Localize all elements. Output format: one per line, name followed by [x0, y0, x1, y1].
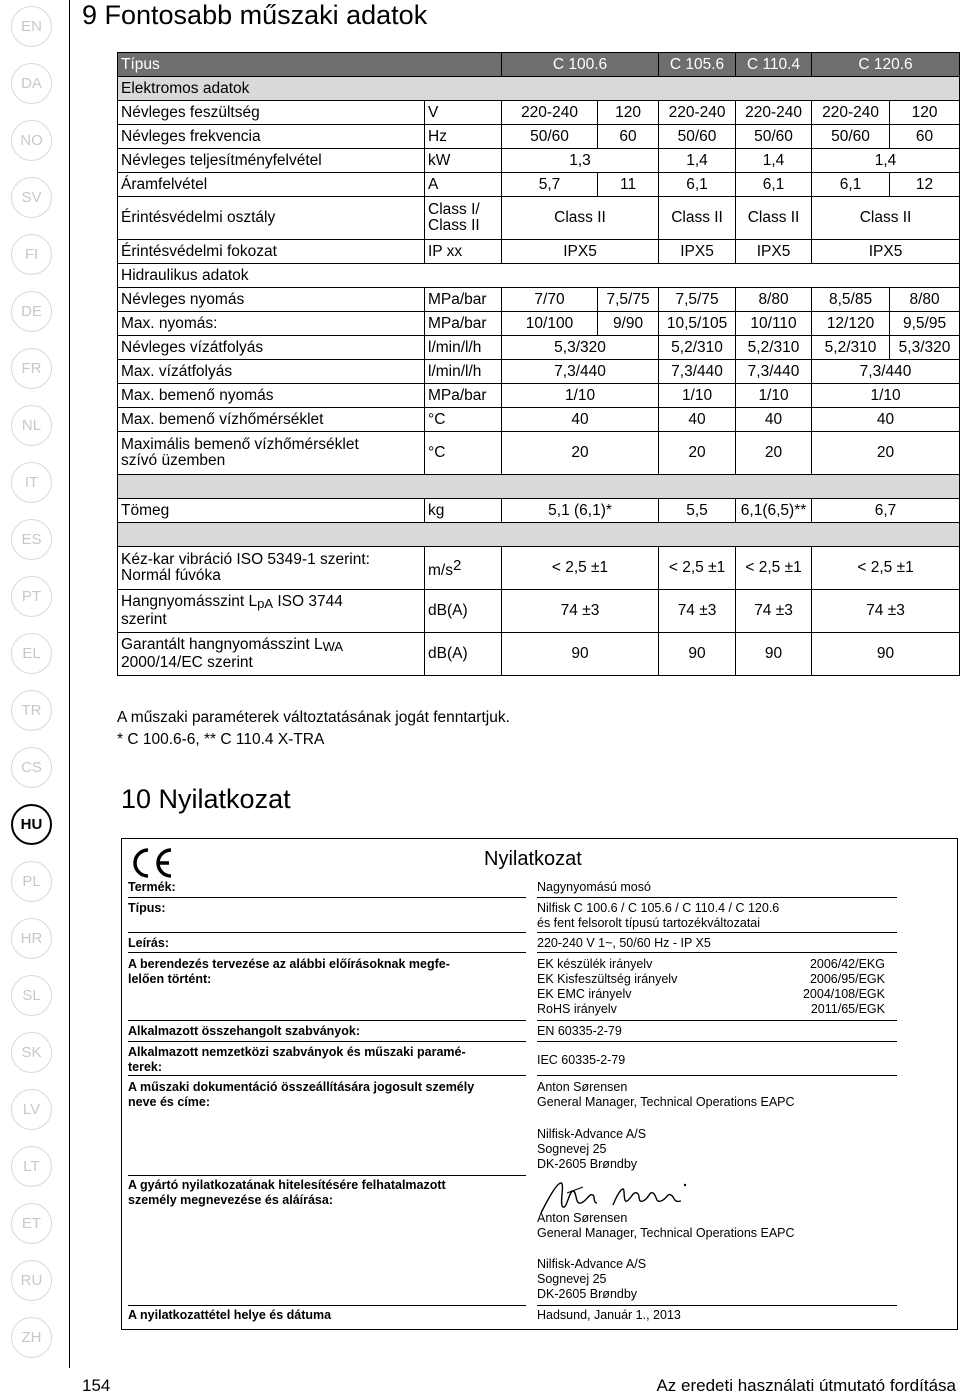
rule	[128, 1020, 526, 1021]
value-cell: 5,1 (6,1)*	[502, 499, 659, 523]
rule	[128, 1041, 526, 1042]
value-cell: 6,1	[812, 173, 890, 197]
row-label: Max. nyomás:	[118, 312, 425, 336]
row-label	[118, 432, 425, 475]
authorised-label-line2: neve és címe:	[128, 1095, 210, 1109]
value-cell: < 2,5 ±1	[502, 547, 659, 590]
hydraulic-section: Hidraulikus adatok	[118, 264, 960, 288]
row-label: Tömeg	[118, 499, 425, 523]
directive-name: RoHS irányelv	[537, 1002, 617, 1016]
international-value: IEC 60335-2-79	[537, 1053, 626, 1067]
language-tab-da[interactable]: DA	[11, 63, 52, 104]
value-cell: 40	[736, 408, 812, 432]
language-tab-it[interactable]: IT	[11, 462, 52, 503]
rule	[537, 1041, 897, 1042]
value-cell: 1,4	[736, 149, 812, 173]
signatory-address	[537, 1257, 947, 1302]
design-label-line1: A berendezés tervezése az alábbi előírásoknak megfe-	[128, 957, 450, 971]
language-tab-fi[interactable]: FI	[11, 234, 52, 275]
value-cell: 74 ±3	[812, 590, 960, 633]
directive-code: 2004/108/EGK	[802, 987, 885, 1001]
type-label: Típus	[118, 53, 502, 77]
type-variants: és fent felsorolt típusú tartozékváltozatai	[537, 916, 761, 930]
footer-text: Az eredeti használati útmutató fordítása	[656, 1376, 956, 1395]
language-tab-nl[interactable]: NL	[11, 405, 52, 446]
value-cell: 60	[890, 125, 960, 149]
value-cell: 220-240	[812, 101, 890, 125]
spec-row	[118, 408, 960, 432]
model-c105: C 105.6	[659, 53, 736, 77]
value-cell: 12	[890, 173, 960, 197]
spacer-cell	[118, 523, 960, 547]
spec-header-row	[118, 53, 960, 77]
value-cell: Class II	[659, 197, 736, 240]
language-tab-lt[interactable]: LT	[11, 1146, 52, 1187]
description-value: 220-240 V 1~, 50/60 Hz - IP X5	[537, 936, 711, 950]
value-cell: 90	[812, 633, 960, 676]
language-tab-pl[interactable]: PL	[11, 861, 52, 902]
value-cell: IPX5	[736, 240, 812, 264]
international-label	[128, 1045, 528, 1075]
spec-row	[118, 547, 960, 590]
spec-row	[118, 384, 960, 408]
row-unit: MPa/bar	[425, 288, 502, 312]
signatory-label-line1: A gyártó nyilatkozatának hitelesítésére felhatalmazott	[128, 1178, 446, 1192]
rule	[128, 952, 526, 953]
address-line: Nilfisk-Advance A/S	[537, 1257, 647, 1271]
value-cell: 50/60	[659, 125, 736, 149]
model-footnote: * C 100.6-6, ** C 110.4 X-TRA	[117, 731, 325, 748]
value-cell: 7,3/440	[502, 360, 659, 384]
signatory-name: Anton Sørensen	[537, 1211, 628, 1225]
language-tab-lv[interactable]: LV	[11, 1089, 52, 1130]
signatory-label-line2: személy megnevezése és aláírása:	[128, 1193, 333, 1207]
spec-row	[118, 360, 960, 384]
row-label: Max. bemenő vízhőmérséklet	[118, 408, 425, 432]
value-cell: 7,3/440	[812, 360, 960, 384]
value-cell: 220-240	[659, 101, 736, 125]
value-cell: 1/10	[812, 384, 960, 408]
value-cell: 220-240	[502, 101, 598, 125]
value-cell: 1/10	[659, 384, 736, 408]
type-value	[537, 901, 947, 931]
address-line: Sognevej 25	[537, 1142, 607, 1156]
spec-row	[118, 240, 960, 264]
value-cell: 6,7	[812, 499, 960, 523]
value-cell: 10/100	[502, 312, 598, 336]
value-cell: 7,3/440	[736, 360, 812, 384]
product-value: Nagynyomású mosó	[537, 880, 651, 894]
directive-code: 2011/65/EGK	[810, 1002, 885, 1016]
directive-code: 2006/42/EKG	[809, 957, 885, 971]
language-tab-el[interactable]: EL	[11, 633, 52, 674]
authorised-role: General Manager, Technical Operations EAPC	[537, 1095, 795, 1109]
value-cell: IPX5	[812, 240, 960, 264]
value-cell: 40	[502, 408, 659, 432]
rule	[537, 952, 897, 953]
value-cell: 20	[736, 432, 812, 475]
value-cell: 8,5/85	[812, 288, 890, 312]
row-label: Max. vízátfolyás	[118, 360, 425, 384]
value-cell: 40	[659, 408, 736, 432]
spec-table	[117, 52, 960, 676]
label-line: szerint	[121, 611, 167, 628]
spacer-row	[118, 475, 960, 499]
directives-list	[537, 957, 947, 1017]
directive-row	[537, 972, 885, 987]
spec-row	[118, 101, 960, 125]
signatory-person	[537, 1211, 947, 1241]
value-cell: 90	[736, 633, 812, 676]
value-cell: Class II	[812, 197, 960, 240]
harmonised-label: Alkalmazott összehangolt szabványok:	[128, 1024, 361, 1038]
label-subscript: pA	[257, 596, 274, 611]
value-cell: 74 ±3	[659, 590, 736, 633]
change-note: A műszaki paraméterek változtatásának jogát fenntartjuk.	[117, 709, 510, 726]
directive-row	[537, 1002, 885, 1017]
address-line: Sognevej 25	[537, 1272, 607, 1286]
rule	[128, 932, 526, 933]
language-tab-sl[interactable]: SL	[11, 975, 52, 1016]
row-label: Névleges vízátfolyás	[118, 336, 425, 360]
value-cell: 5,3/320	[890, 336, 960, 360]
spec-row	[118, 197, 960, 240]
rule	[128, 1075, 526, 1076]
value-cell: 120	[890, 101, 960, 125]
label-line: 2000/14/EC szerint	[121, 654, 253, 671]
label-part: Garantált hangnyomásszint L	[121, 636, 323, 653]
value-cell: 5,2/310	[659, 336, 736, 360]
label-subscript: WA	[322, 639, 344, 654]
row-unit	[425, 633, 502, 676]
row-unit: MPa/bar	[425, 312, 502, 336]
row-unit	[425, 547, 502, 590]
spec-row	[118, 633, 960, 676]
value-cell: 50/60	[736, 125, 812, 149]
model-c120: C 120.6	[812, 53, 960, 77]
row-label: Névleges nyomás	[118, 288, 425, 312]
row-unit: V	[425, 101, 502, 125]
language-tab-pt[interactable]: PT	[11, 576, 52, 617]
row-unit: °C	[425, 408, 502, 432]
label-line: Kéz-kar vibráció ISO 5349-1 szerint:	[121, 551, 370, 568]
spec-row	[118, 149, 960, 173]
row-label: Névleges frekvencia	[118, 125, 425, 149]
type-label: Típus:	[128, 901, 166, 915]
language-tab-sk[interactable]: SK	[11, 1032, 52, 1073]
international-label-line1: Alkalmazott nemzetközi szabványok és műszaki paramé-	[128, 1045, 466, 1059]
value-cell: 50/60	[502, 125, 598, 149]
authorised-label	[128, 1080, 528, 1110]
authorised-address	[537, 1127, 947, 1172]
other-rows	[118, 475, 960, 676]
value-cell: 5,7	[502, 173, 598, 197]
type-models: Nilfisk C 100.6 / C 105.6 / C 110.4 / C 120.6	[537, 901, 780, 915]
label-line: Maximális bemenő vízhőmérséklet	[121, 436, 359, 453]
sidebar-divider	[69, 0, 70, 1368]
value-cell: 9/90	[598, 312, 659, 336]
unit: m/s	[428, 561, 453, 579]
section-9-title: 9 Fontosabb műszaki adatok	[82, 0, 428, 30]
value-cell: Class II	[736, 197, 812, 240]
value-cell: 8/80	[890, 288, 960, 312]
value-cell: Class II	[502, 197, 659, 240]
value-cell: 1,4	[659, 149, 736, 173]
electrical-rows	[118, 101, 960, 264]
value-cell: 1/10	[502, 384, 659, 408]
row-unit: l/min/l/h	[425, 360, 502, 384]
language-tab-sv[interactable]: SV	[11, 177, 52, 218]
electrical-section: Elektromos adatok	[118, 77, 960, 101]
spec-row	[118, 312, 960, 336]
value-cell: IPX5	[502, 240, 659, 264]
model-c110: C 110.4	[736, 53, 812, 77]
description-label: Leírás:	[128, 936, 169, 950]
value-cell: 7,5/75	[659, 288, 736, 312]
authorised-label-line1: A műszaki dokumentáció összeállítására jogosult személy	[128, 1080, 475, 1094]
language-tab-hr[interactable]: HR	[11, 918, 52, 959]
spacer-row	[118, 523, 960, 547]
value-cell: < 2,5 ±1	[659, 547, 736, 590]
value-cell: 60	[598, 125, 659, 149]
rule	[537, 932, 897, 933]
language-tab-tr[interactable]: TR	[11, 690, 52, 731]
value-cell: 7,3/440	[659, 360, 736, 384]
rule	[537, 1305, 897, 1306]
place-date-value: Hadsund, Január 1., 2013	[537, 1308, 681, 1322]
rule	[537, 1075, 897, 1076]
ce-mark-icon	[129, 846, 175, 880]
address-line: Nilfisk-Advance A/S	[537, 1127, 647, 1141]
design-label-line2: lelően történt:	[128, 972, 212, 986]
value-cell: 6,1	[736, 173, 812, 197]
row-unit: l/min/l/h	[425, 336, 502, 360]
row-label: Max. bemenő nyomás	[118, 384, 425, 408]
spec-row	[118, 499, 960, 523]
language-tab-zh[interactable]: ZH	[11, 1317, 52, 1358]
rule	[128, 1175, 526, 1176]
place-date-label: A nyilatkozattétel helye és dátuma	[128, 1308, 332, 1322]
row-label	[118, 633, 425, 676]
value-cell: 6,1(6,5)**	[736, 499, 812, 523]
unit-line: Class I/	[428, 201, 480, 218]
language-tab-ru[interactable]: RU	[11, 1260, 52, 1301]
value-cell: 90	[659, 633, 736, 676]
value-cell: 20	[659, 432, 736, 475]
address-line: DK-2605 Brøndby	[537, 1157, 638, 1171]
row-label: Névleges teljesítményfelvétel	[118, 149, 425, 173]
label-line: szívó üzemben	[121, 452, 226, 469]
international-label-line2: terek:	[128, 1060, 163, 1074]
value-cell: 40	[812, 408, 960, 432]
design-label	[128, 957, 528, 987]
row-label: Érintésvédelmi fokozat	[118, 240, 425, 264]
value-cell: 7,5/75	[598, 288, 659, 312]
value-cell: 74 ±3	[736, 590, 812, 633]
label-part: Hangnyomásszint L	[121, 593, 258, 610]
product-label: Termék:	[128, 880, 176, 894]
spec-row	[118, 125, 960, 149]
value-cell: 6,1	[659, 173, 736, 197]
language-tab-en[interactable]: EN	[11, 6, 52, 47]
row-unit: kg	[425, 499, 502, 523]
directive-name: EK készülék irányelv	[537, 957, 653, 971]
value-cell: 10,5/105	[659, 312, 736, 336]
authorised-name: Anton Sørensen	[537, 1080, 628, 1094]
spec-row	[118, 336, 960, 360]
spec-row	[118, 432, 960, 475]
declaration-box	[121, 838, 958, 1330]
directive-name: EK EMC irányelv	[537, 987, 632, 1001]
value-cell: 1,3	[502, 149, 659, 173]
language-tab-cs[interactable]: CS	[11, 747, 52, 788]
row-unit	[425, 197, 502, 240]
declaration-title: Nyilatkozat	[484, 848, 582, 870]
value-cell: 9,5/95	[890, 312, 960, 336]
value-cell: 50/60	[812, 125, 890, 149]
hydraulic-rows	[118, 288, 960, 475]
value-cell: 1,4	[812, 149, 960, 173]
row-label	[118, 590, 425, 633]
spec-row	[118, 590, 960, 633]
signatory-label	[128, 1178, 528, 1208]
language-tab-es[interactable]: ES	[11, 519, 52, 560]
label-line: Normál fúvóka	[121, 567, 221, 584]
unit: dB(A)	[428, 602, 468, 619]
row-unit: A	[425, 173, 502, 197]
row-unit	[425, 590, 502, 633]
address-line: DK-2605 Brøndby	[537, 1287, 638, 1301]
row-unit: IP xx	[425, 240, 502, 264]
directive-row	[537, 957, 885, 972]
value-cell: 11	[598, 173, 659, 197]
spec-row	[118, 173, 960, 197]
value-cell: 10/110	[736, 312, 812, 336]
spec-row	[118, 288, 960, 312]
value-cell: 1/10	[736, 384, 812, 408]
harmonised-value: EN 60335-2-79	[537, 1024, 622, 1038]
row-label: Érintésvédelmi osztály	[118, 197, 425, 240]
rule	[128, 897, 526, 898]
unit-exponent: 2	[452, 556, 462, 574]
language-tab-hu[interactable]: HU	[11, 804, 52, 845]
language-sidebar	[0, 0, 62, 1398]
language-tab-no[interactable]: NO	[11, 120, 52, 161]
unit-line: Class II	[428, 217, 480, 234]
directive-row	[537, 987, 885, 1002]
language-tab-et[interactable]: ET	[11, 1203, 52, 1244]
spacer-cell	[118, 475, 960, 499]
row-unit: kW	[425, 149, 502, 173]
value-cell: 5,5	[659, 499, 736, 523]
row-label	[118, 547, 425, 590]
value-cell: 5,2/310	[736, 336, 812, 360]
unit: dB(A)	[428, 645, 468, 662]
row-unit: MPa/bar	[425, 384, 502, 408]
value-cell: 5,2/310	[812, 336, 890, 360]
signatory-role: General Manager, Technical Operations EAPC	[537, 1226, 795, 1240]
model-c100: C 100.6	[502, 53, 659, 77]
rule	[128, 1305, 526, 1306]
value-cell: IPX5	[659, 240, 736, 264]
directive-name: EK Kisfeszültség irányelv	[537, 972, 678, 986]
value-cell: < 2,5 ±1	[736, 547, 812, 590]
value-cell: 20	[812, 432, 960, 475]
language-tab-fr[interactable]: FR	[11, 348, 52, 389]
value-cell: 74 ±3	[502, 590, 659, 633]
language-tab-de[interactable]: DE	[11, 291, 52, 332]
row-unit: Hz	[425, 125, 502, 149]
value-cell: 7/70	[502, 288, 598, 312]
value-cell: 90	[502, 633, 659, 676]
value-cell: 120	[598, 101, 659, 125]
directive-code: 2006/95/EGK	[809, 972, 885, 986]
value-cell: 12/120	[812, 312, 890, 336]
row-label: Névleges feszültség	[118, 101, 425, 125]
row-unit: °C	[425, 432, 502, 475]
rule	[537, 897, 897, 898]
page-number: 154	[82, 1376, 111, 1395]
value-cell: 20	[502, 432, 659, 475]
section-10-title: 10 Nyilatkozat	[121, 784, 291, 814]
rule	[537, 1020, 897, 1021]
value-cell: < 2,5 ±1	[812, 547, 960, 590]
row-label: Áramfelvétel	[118, 173, 425, 197]
value-cell: 220-240	[736, 101, 812, 125]
value-cell: 8/80	[736, 288, 812, 312]
label-part: ISO 3744	[273, 593, 343, 610]
authorised-person	[537, 1080, 947, 1110]
value-cell: 5,3/320	[502, 336, 659, 360]
